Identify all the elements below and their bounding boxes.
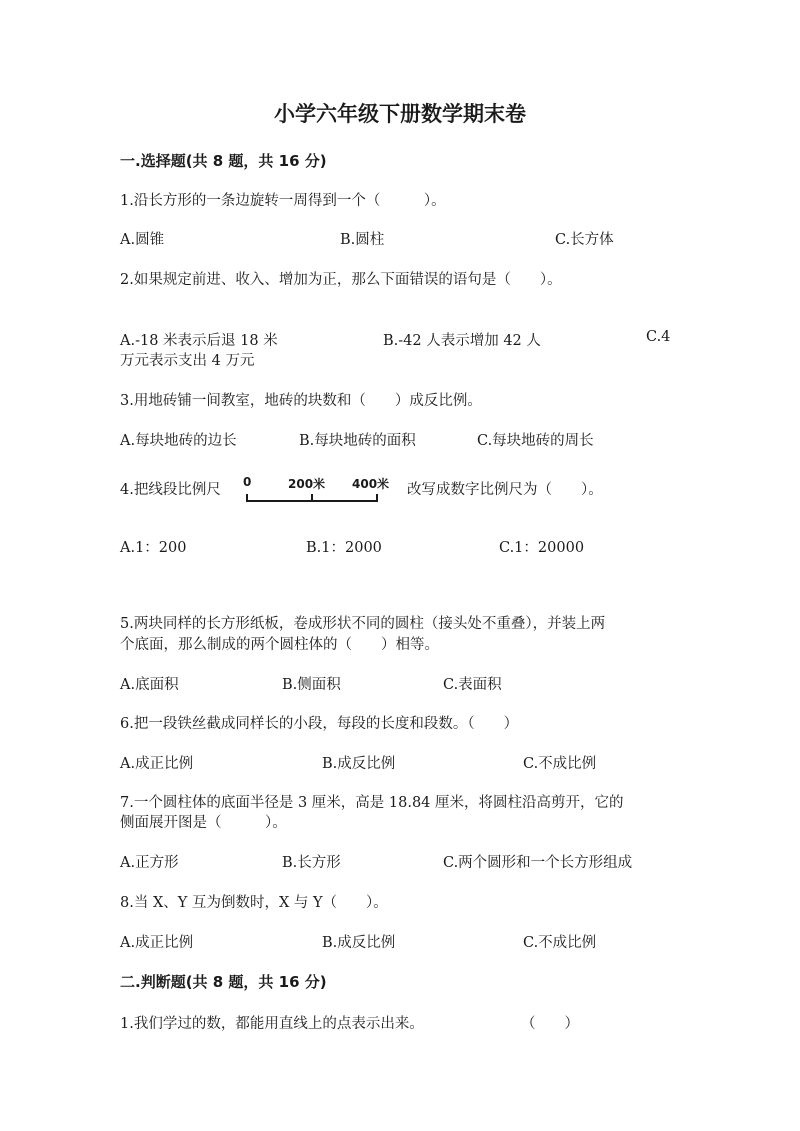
judgment-question-1: 1.我们学过的数，都能用直线上的点表示出来。: [120, 1016, 424, 1032]
q2-option-a: A.-18 米表示后退 18 米: [120, 333, 278, 349]
question-4: 4.把线段比例尺: [120, 482, 221, 498]
scale-label-0: 0: [243, 475, 252, 489]
section-heading-choice: 一.选择题(共 8 题，共 16 分): [120, 152, 327, 170]
question-5-line2: 个底面，那么制成的两个圆柱体的（ ）相等。: [120, 637, 439, 653]
q1-option-c: C.长方体: [555, 232, 614, 248]
scale-label-200: 200米: [288, 477, 326, 491]
q5-option-a: A.底面积: [120, 677, 179, 693]
q2-option-c: C.4: [646, 329, 671, 345]
q4-option-a: A.1：200: [120, 540, 187, 556]
q7-option-a: A.正方形: [120, 855, 179, 871]
question-8: 8.当 X、Y 互为倒数时，X 与 Y（ ）。: [120, 895, 388, 911]
q4-option-b: B.1：2000: [306, 540, 382, 556]
scale-bar: [240, 492, 400, 506]
q6-option-b: B.成反比例: [322, 756, 396, 772]
question-6: 6.把一段铁丝截成同样长的小段，每段的长度和段数。（ ）: [120, 716, 519, 732]
question-1: 1.沿长方形的一条边旋转一周得到一个（ ）。: [120, 193, 446, 209]
q8-option-b: B.成反比例: [322, 935, 396, 951]
q3-option-b: B.每块地砖的面积: [299, 433, 416, 449]
q8-option-a: A.成正比例: [120, 935, 194, 951]
question-7: 7.一个圆柱体的底面半径是 3 厘米，高是 18.84 厘米，将圆柱沿高剪开，它的: [120, 795, 624, 811]
section-heading-judgment: 二.判断题(共 8 题，共 16 分): [120, 973, 327, 991]
q2-option-c-wrap: 万元表示支出 4 万元: [120, 353, 255, 369]
question-5: 5.两块同样的长方形纸板，卷成形状不同的圆柱（接头处不重叠），并装上两: [120, 616, 606, 632]
q2-option-b: B.-42 人表示增加 42 人: [383, 333, 541, 349]
q8-option-c: C.不成比例: [523, 935, 597, 951]
q7-option-c: C.两个圆形和一个长方形组成: [443, 855, 633, 871]
q5-option-b: B.侧面积: [282, 677, 341, 693]
line-scale-figure: [240, 474, 400, 506]
q1-option-a: A.圆锥: [120, 232, 165, 248]
judgment-question-1-blank: （ ）: [521, 1016, 579, 1032]
question-7-line2: 侧面展开图是（ ）。: [120, 815, 287, 831]
scale-label-400: 400米: [352, 477, 390, 491]
q7-option-b: B.长方形: [282, 855, 341, 871]
question-2: 2.如果规定前进、收入、增加为正，那么下面错误的语句是（ ）。: [120, 272, 562, 288]
question-4-continued: 改写成数字比例尺为（ ）。: [407, 482, 603, 498]
q3-option-c: C.每块地砖的周长: [477, 433, 594, 449]
q1-option-b: B.圆柱: [340, 232, 385, 248]
q5-option-c: C.表面积: [443, 677, 502, 693]
page-title: 小学六年级下册数学期末卷: [274, 102, 526, 126]
q6-option-c: C.不成比例: [523, 756, 597, 772]
question-3: 3.用地砖铺一间教室，地砖的块数和（ ）成反比例。: [120, 393, 482, 409]
q6-option-a: A.成正比例: [120, 756, 194, 772]
q3-option-a: A.每块地砖的边长: [120, 433, 237, 449]
q4-option-c: C.1：20000: [499, 540, 585, 556]
